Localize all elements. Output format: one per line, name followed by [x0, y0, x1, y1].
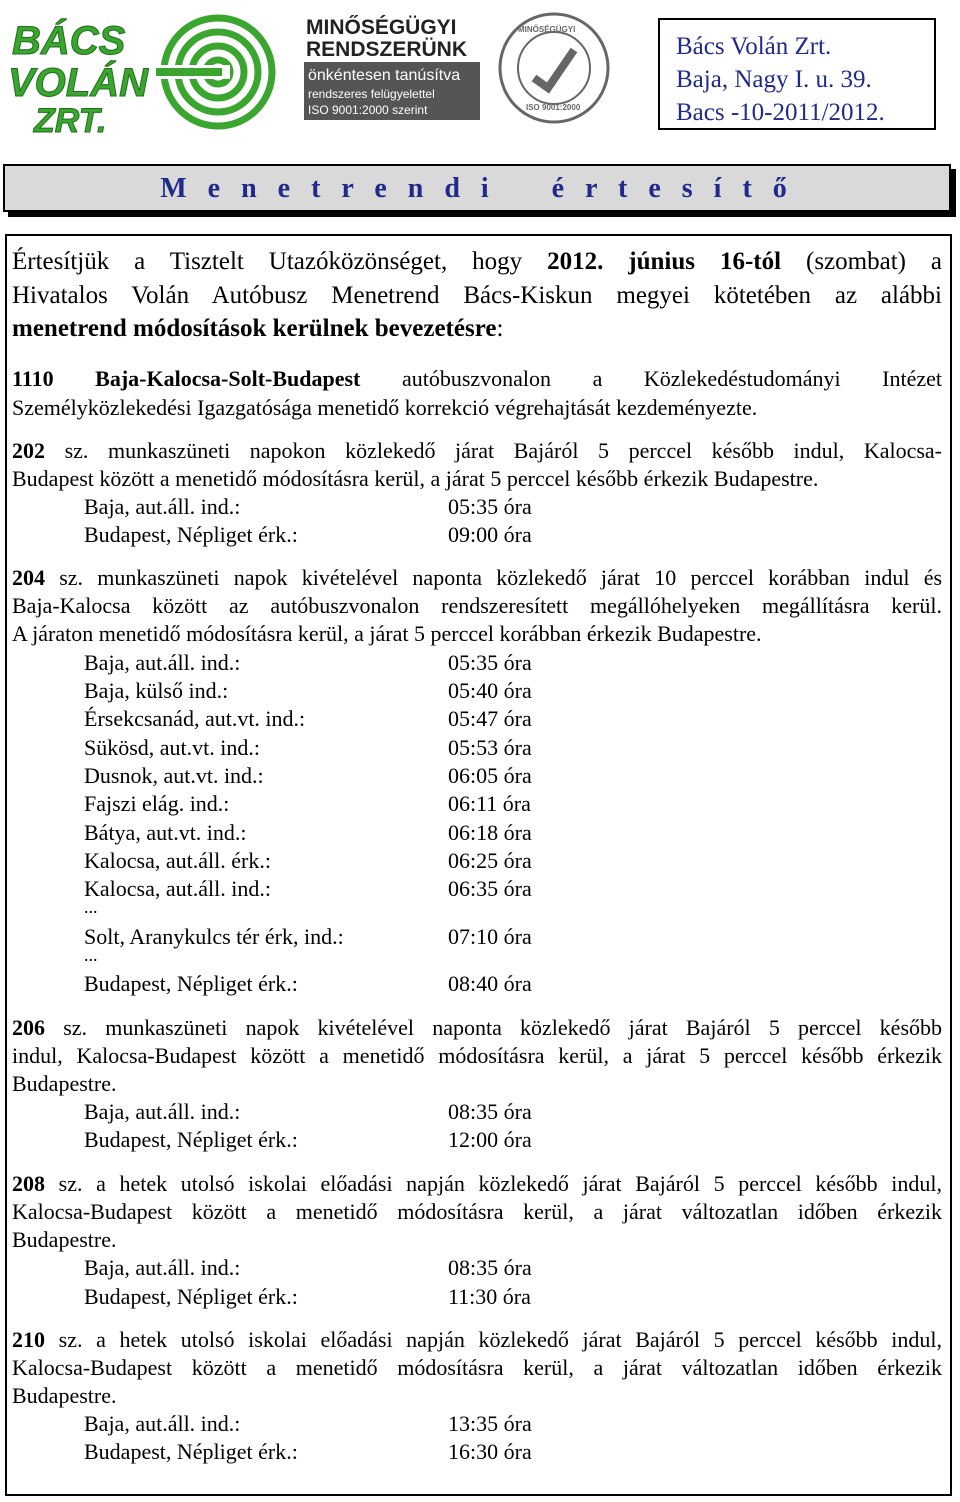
- stop-time: 05:53 óra: [448, 735, 532, 760]
- intro-line-2: Hivatalos Volán Autóbusz Menetrend Bács-Kiskun megyei kötetében az alábbi: [12, 282, 942, 309]
- svg-text:ISO 9001:2000: ISO 9001:2000: [526, 103, 581, 112]
- stop-ellipsis: ...: [84, 945, 98, 965]
- bacs-volan-logo: [6, 10, 288, 135]
- intro-line-3: menetrend módosítások kerülnek bevezetésre:: [12, 315, 504, 342]
- trip-210-line-3: Budapestre.: [12, 1383, 117, 1408]
- stop-name: Kalocsa, aut.áll. ind.:: [84, 876, 271, 901]
- logo-text-zrt: ZRT.: [34, 102, 107, 135]
- stop-name: Baja, külső ind.:: [84, 678, 229, 703]
- stop-name: Baja, aut.áll. ind.:: [84, 1099, 241, 1124]
- stop-time: 06:25 óra: [448, 848, 532, 873]
- stop-time: 13:35 óra: [448, 1411, 532, 1436]
- trip-208-line-1: 208 sz. a hetek utolsó iskolai előadási napján közlekedő járat Bajáról 5 perccel később indul,: [12, 1171, 943, 1196]
- cert-line-4: rendszeres felügyelettel: [308, 87, 435, 101]
- stop-time: 05:35 óra: [448, 494, 532, 519]
- certification-seal-icon: [500, 14, 608, 122]
- stop-name: Solt, Aranykulcs tér érk, ind.:: [84, 924, 344, 949]
- stop-ellipsis: ...: [84, 897, 98, 917]
- stop-time: 09:00 óra: [448, 522, 532, 547]
- document-title: M e n e t r e n d i é r t e s í t ő: [160, 173, 794, 204]
- stop-name: Érsekcsanád, aut.vt. ind.:: [84, 706, 306, 731]
- trip-202-line-2: Budapest között a menetidő módosításra kerül, a járat 5 perccel később érkezik Budapestre.: [12, 466, 819, 491]
- stop-name: Kalocsa, aut.áll. érk.:: [84, 848, 271, 873]
- stop-time: 08:35 óra: [448, 1099, 532, 1124]
- cert-title-1: MINŐSÉGÜGYI: [306, 16, 457, 39]
- logo-text-bacs: BÁCS: [12, 19, 126, 63]
- stop-time: 06:11 óra: [448, 791, 531, 816]
- stop-name: Baja, aut.áll. ind.:: [84, 650, 241, 675]
- stop-name: Dusnok, aut.vt. ind.:: [84, 763, 264, 788]
- route-line-2: Személyközlekedési Igazgatósága menetidő korrekció végrehajtását kezdeményezte.: [12, 395, 758, 420]
- stop-time: 06:35 óra: [448, 876, 532, 901]
- stop-time: 05:40 óra: [448, 678, 532, 703]
- stop-name: Budapest, Népliget érk.:: [84, 1284, 298, 1309]
- stop-name: Baja, aut.áll. ind.:: [84, 1255, 241, 1280]
- stop-time: 16:30 óra: [448, 1439, 532, 1464]
- sender-address-box: [658, 18, 936, 130]
- stop-name: Fajszi elág. ind.:: [84, 791, 230, 816]
- iso-certification-badge: [302, 10, 620, 125]
- stop-time: 07:10 óra: [448, 924, 532, 949]
- cert-title-2: RENDSZERÜNK: [306, 38, 468, 61]
- trip-208-line-2: Kalocsa-Budapest között a menetidő módosításra kerül, a járat változatlan időben érkezik: [12, 1199, 942, 1224]
- stop-name: Baja, aut.áll. ind.:: [84, 494, 241, 519]
- stop-name: Budapest, Népliget érk.:: [84, 522, 298, 547]
- trip-208-line-3: Budapestre.: [12, 1227, 117, 1252]
- stop-name: Budapest, Népliget érk.:: [84, 1439, 298, 1464]
- stop-time: 08:40 óra: [448, 971, 532, 996]
- stop-time: 05:35 óra: [448, 650, 532, 675]
- company-address: Baja, Nagy I. u. 39.: [676, 66, 872, 93]
- stop-time: 05:47 óra: [448, 706, 532, 731]
- logo-text-volan: VOLÁN: [8, 61, 148, 105]
- stop-name: Bátya, aut.vt. ind.:: [84, 820, 247, 845]
- company-name: Bács Volán Zrt.: [676, 33, 832, 60]
- trip-206-line-1: 206 sz. munkaszüneti napok kivételével naponta közlekedő járat Bajáról 5 perccel később: [12, 1015, 943, 1040]
- stop-name: Budapest, Népliget érk.:: [84, 1127, 298, 1152]
- intro-line-1: Értesítjük a Tisztelt Utazóközönséget, hogy 2012. június 16-tól (szombat) a: [12, 248, 943, 275]
- trip-210-line-1: 210 sz. a hetek utolsó iskolai előadási napján közlekedő járat Bajáról 5 perccel később indul,: [12, 1327, 943, 1352]
- svg-text:MINŐSÉGÜGYI: MINŐSÉGÜGYI: [518, 25, 576, 34]
- stop-time: 06:05 óra: [448, 763, 532, 788]
- stop-time: 11:30 óra: [448, 1284, 531, 1309]
- title-banner: [3, 164, 951, 212]
- cert-line-3: önkéntesen tanúsítva: [308, 67, 461, 84]
- trip-202-line-1: 202 sz. munkaszüneti napokon közlekedő járat Bajáról 5 perccel később indul, Kalocsa-: [12, 438, 943, 463]
- stop-time: 06:18 óra: [448, 820, 532, 845]
- trip-204-line-3: A járaton menetidő módosításra kerül, a járat 5 perccel korábban érkezik Budapestre.: [12, 621, 762, 646]
- stop-name: Sükösd, aut.vt. ind.:: [84, 735, 261, 760]
- stop-time: 08:35 óra: [448, 1255, 532, 1280]
- trip-204-line-2: Baja-Kalocsa között az autóbuszvonalon rendszeresített megállóhelyeken megállításra kerül.: [12, 593, 942, 618]
- trip-210-line-2: Kalocsa-Budapest között a menetidő módosításra kerül, a járat változatlan időben érkezik: [12, 1355, 942, 1380]
- stop-time: 12:00 óra: [448, 1127, 532, 1152]
- trip-206-line-3: Budapestre.: [12, 1071, 117, 1096]
- document-reference: Bacs -10-2011/2012.: [676, 99, 885, 126]
- cert-line-5: ISO 9001:2000 szerint: [308, 103, 428, 117]
- route-line-1: 1110 Baja-Kalocsa-Solt-Budapest autóbuszvonalon a Közlekedéstudományi Intézet: [12, 366, 943, 391]
- trip-206-line-2: indul, Kalocsa-Budapest között a menetidő módosításra kerül, a járat 5 perccel később érkezik: [12, 1043, 942, 1068]
- stop-name: Baja, aut.áll. ind.:: [84, 1411, 241, 1436]
- trip-204-line-1: 204 sz. munkaszüneti napok kivételével naponta közlekedő járat 10 perccel korábban indul és: [12, 565, 943, 590]
- stop-name: Budapest, Népliget érk.:: [84, 971, 298, 996]
